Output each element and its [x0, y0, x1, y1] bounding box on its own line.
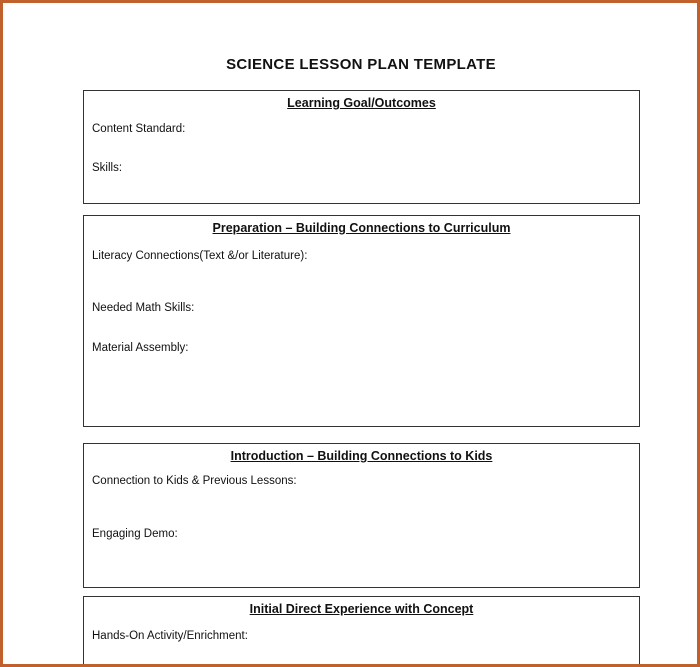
field-connection-to-kids: Connection to Kids & Previous Lessons:	[92, 475, 297, 487]
section-heading: Learning Goal/Outcomes	[287, 96, 436, 110]
field-engaging-demo: Engaging Demo:	[92, 528, 178, 540]
field-needed-math-skills: Needed Math Skills:	[92, 302, 195, 314]
field-material-assembly: Material Assembly:	[92, 342, 189, 354]
field-skills: Skills:	[92, 162, 123, 174]
section-heading: Introduction – Building Connections to Kids	[230, 449, 493, 463]
section-heading: Initial Direct Experience with Concept	[249, 602, 474, 616]
section-initial-direct-experience	[83, 596, 640, 667]
document-title: SCIENCE LESSON PLAN TEMPLATE	[226, 56, 496, 73]
field-literacy-connections: Literacy Connections(Text &/or Literature):	[92, 250, 308, 262]
section-preparation	[83, 215, 640, 427]
section-heading: Preparation – Building Connections to Curriculum	[212, 221, 511, 235]
section-introduction	[83, 443, 640, 588]
field-content-standard: Content Standard:	[92, 123, 186, 135]
field-hands-on-activity: Hands-On Activity/Enrichment:	[92, 630, 248, 642]
section-learning-goal	[83, 90, 640, 204]
